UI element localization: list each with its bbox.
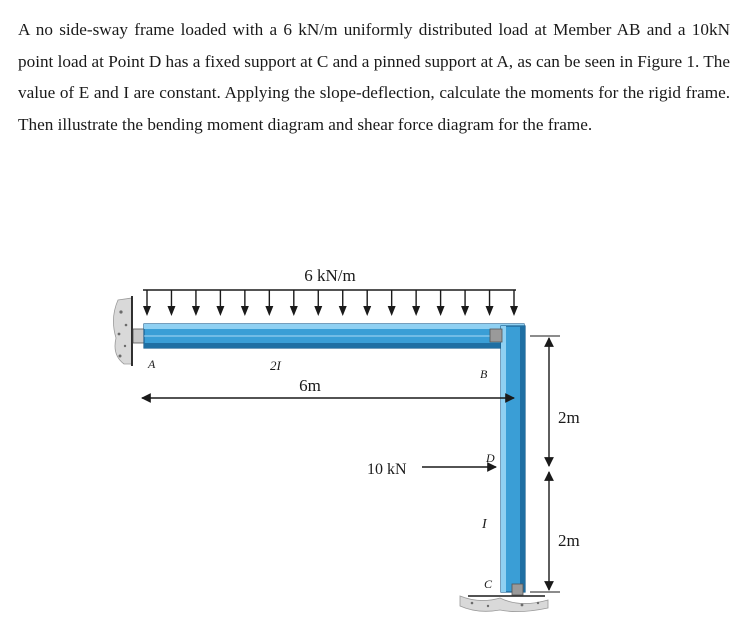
udl-arrow-head: [363, 306, 371, 316]
pin-plate-a: [133, 329, 144, 343]
udl-arrow-head: [510, 306, 518, 316]
column-left-flange: [501, 326, 506, 592]
udl-arrows: [143, 290, 518, 316]
point-load-label: 10 kN: [367, 461, 407, 478]
column-bc: [490, 326, 525, 592]
udl-arrow-head: [265, 306, 273, 316]
height-dimensions: [530, 336, 560, 592]
udl-arrow-head: [216, 306, 224, 316]
support-ground-c: [460, 596, 548, 612]
udl-arrow-head: [412, 306, 420, 316]
udl-arrow-head: [241, 306, 249, 316]
udl-arrow-head: [486, 306, 494, 316]
base-plate-c: [512, 584, 523, 595]
problem-text: A no side-sway frame loaded with a 6 kN/m uniformly distributed load at Member AB and a 10kN point load at Point D has a fixed support at C and a pinned support at A, as can be seen in Figure 1. The value of E and I are constant. Applying the slope-deflection, calculate the moments for the rigid frame. Then illustrate the bending moment diagram and shear force diagram for the frame.: [18, 20, 730, 134]
node-b-label: B: [480, 367, 488, 381]
udl-arrow-head: [437, 306, 445, 316]
udl-label: 6 kN/m: [304, 266, 356, 285]
pinned-support-a: [113, 296, 144, 366]
beam-inertia-label: 2I: [270, 358, 281, 373]
udl-arrow-head: [143, 306, 151, 316]
beam-bottom-flange: [144, 343, 524, 348]
upper-height-label: 2m: [558, 408, 580, 427]
udl-arrow-head: [314, 306, 322, 316]
rubble-dot: [521, 604, 524, 607]
udl-arrow-head: [388, 306, 396, 316]
udl-arrow-head: [339, 306, 347, 316]
column-right-flange: [520, 326, 525, 592]
column-inertia-label: I: [482, 517, 487, 532]
rubble-dot: [119, 310, 122, 313]
joint-plate-b: [490, 329, 502, 342]
rubble-dot: [118, 333, 121, 336]
rubble-dot: [119, 355, 122, 358]
udl-arrow-head: [461, 306, 469, 316]
distributed-load: [143, 290, 518, 316]
node-a-label: A: [148, 357, 156, 371]
lower-height-label: 2m: [558, 531, 580, 550]
rubble-dot: [537, 602, 539, 604]
span-label: 6m: [299, 376, 321, 395]
udl-arrow-head: [290, 306, 298, 316]
rubble-dot: [125, 324, 128, 327]
node-d-label: D: [486, 451, 495, 465]
udl-arrow-head: [167, 306, 175, 316]
beam-top-flange: [144, 324, 524, 329]
rubble-dot: [124, 345, 126, 347]
rubble-dot: [487, 605, 489, 607]
support-rubble-a: [113, 298, 132, 364]
rubble-dot: [471, 602, 474, 605]
udl-arrow-head: [192, 306, 200, 316]
node-c-label: C: [484, 577, 493, 591]
beam-ab: [144, 324, 524, 348]
